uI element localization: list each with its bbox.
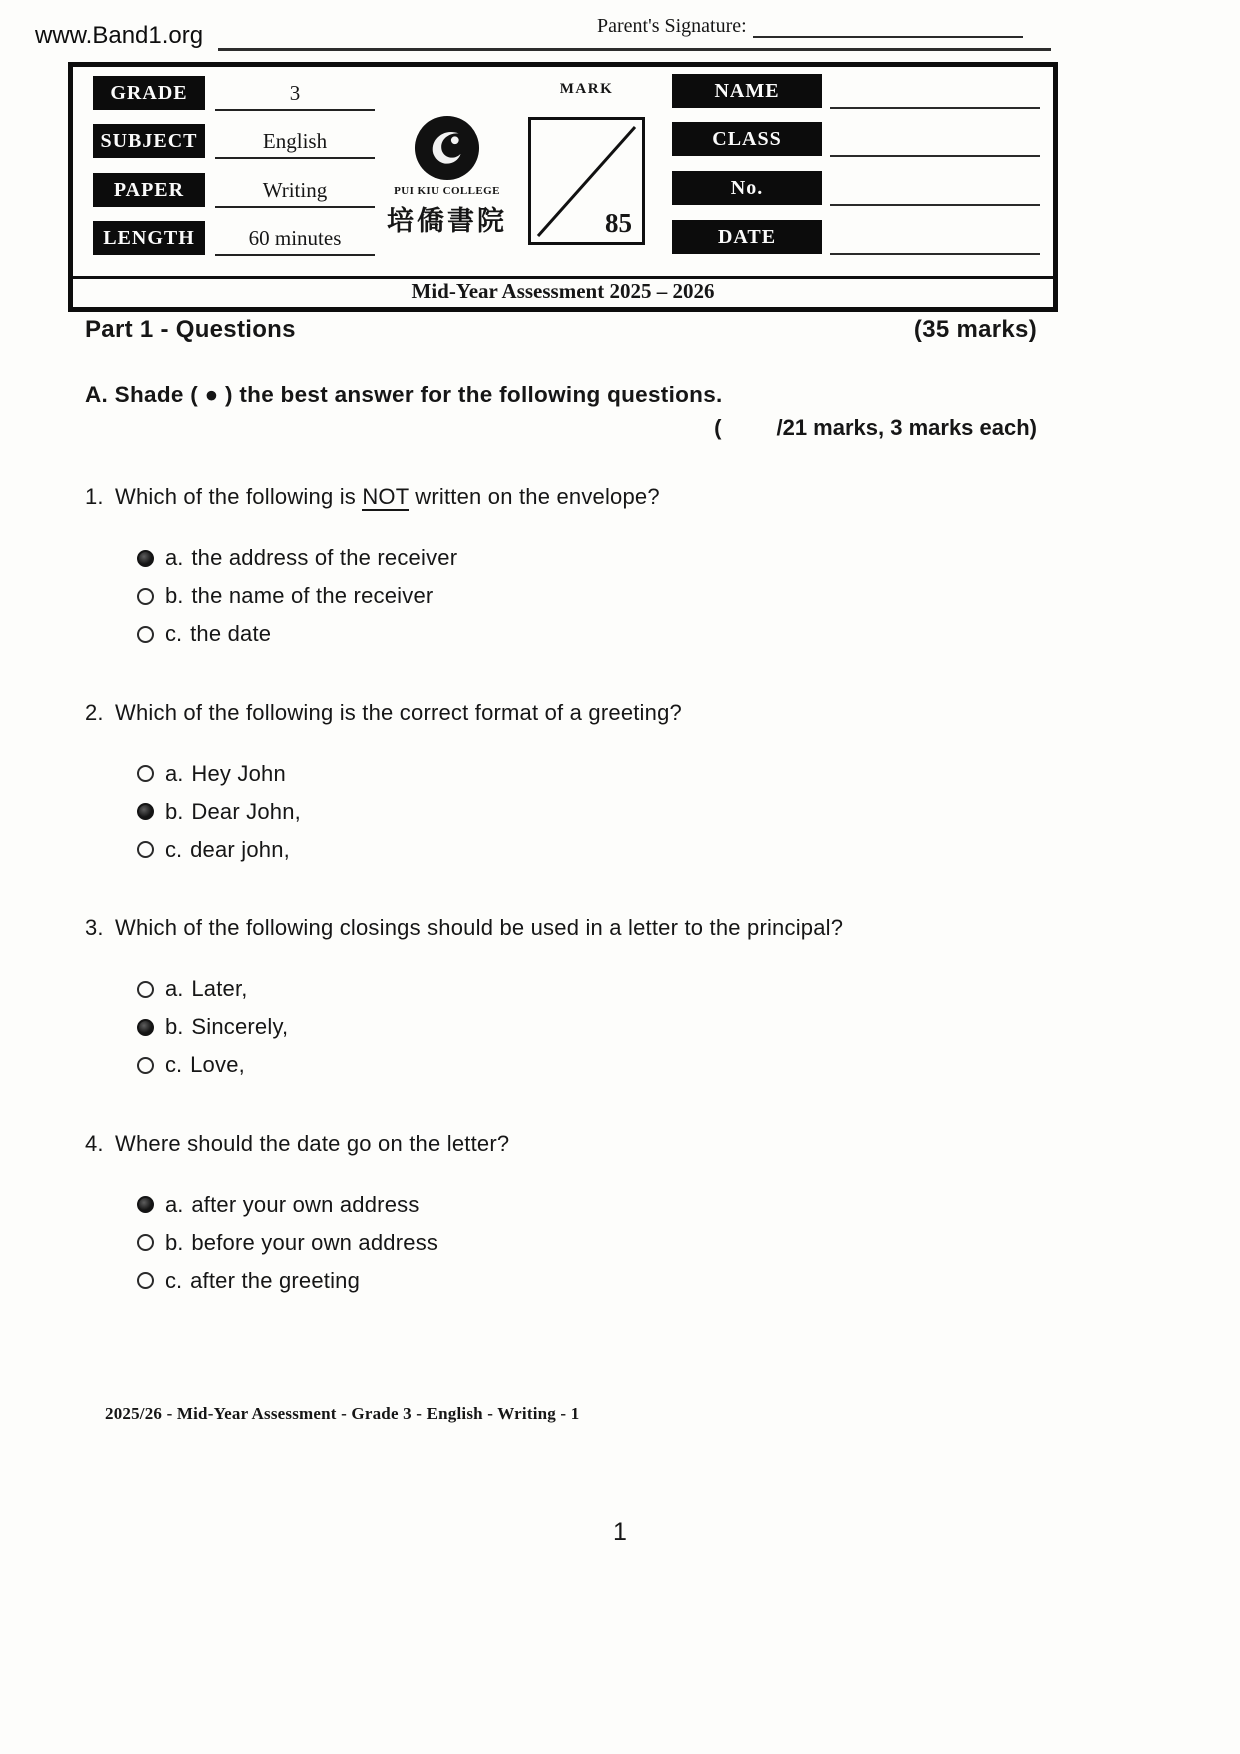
- option-b[interactable]: [137, 1015, 1035, 1040]
- number-fill-line[interactable]: [830, 180, 1040, 206]
- answer-bubble[interactable]: [137, 626, 154, 643]
- watermark-url: www.Band1.org: [35, 22, 204, 49]
- section-a-marks-line: [714, 415, 1037, 441]
- mark-label: MARK: [559, 81, 614, 97]
- option-letter: b.: [165, 798, 184, 824]
- answer-bubble[interactable]: [137, 981, 154, 998]
- date-row: [672, 219, 1040, 255]
- question-number: 4.: [85, 1130, 104, 1156]
- option-letter: a.: [165, 1191, 184, 1217]
- marks-blank-gap: [721, 415, 776, 441]
- option-b[interactable]: [137, 799, 1035, 824]
- name-row: [672, 73, 1040, 109]
- option-b[interactable]: [137, 584, 1035, 609]
- option-text: the name of the receiver: [191, 583, 434, 609]
- class-fill-line[interactable]: [830, 131, 1040, 157]
- name-fill-line[interactable]: [830, 83, 1040, 109]
- question-text: [85, 914, 1035, 943]
- length-row: [93, 220, 375, 256]
- option-text: after the greeting: [190, 1267, 361, 1293]
- class-label: CLASS: [672, 122, 822, 156]
- answer-bubble[interactable]: [137, 765, 154, 782]
- number-label: No.: [672, 171, 822, 205]
- section-a-instruction: A. Shade ( ● ) the best answer for the following questions.: [85, 382, 723, 407]
- option-text: the address of the receiver: [191, 545, 458, 571]
- option-letter: b.: [165, 583, 184, 609]
- question-body: Which of the following is the correct format of a greeting?: [115, 699, 682, 725]
- option-c[interactable]: [137, 837, 1035, 862]
- option-letter: b.: [165, 1014, 184, 1040]
- length-value: 60 minutes: [215, 226, 375, 256]
- option-a[interactable]: [137, 977, 1035, 1002]
- question-body: Which of the following is NOT written on the envelope?: [115, 484, 660, 509]
- mark-total: 85: [605, 208, 632, 238]
- option-letter: a.: [165, 760, 184, 786]
- option-c[interactable]: [137, 622, 1035, 647]
- answer-bubble[interactable]: [137, 588, 154, 605]
- option-b[interactable]: [137, 1230, 1035, 1255]
- paper-label: PAPER: [93, 173, 205, 207]
- class-row: [672, 121, 1040, 157]
- exam-header-box: [68, 62, 1058, 312]
- question-number: 1.: [85, 484, 104, 509]
- option-a[interactable]: [137, 546, 1035, 571]
- question-text: [85, 483, 1035, 512]
- option-letter: c.: [165, 836, 183, 862]
- answer-bubble[interactable]: [137, 1196, 154, 1213]
- option-text: dear john,: [190, 836, 290, 862]
- answer-bubble[interactable]: [137, 841, 154, 858]
- option-letter: c.: [165, 1267, 183, 1293]
- question-3: [85, 914, 1035, 1078]
- option-text: Sincerely,: [191, 1014, 289, 1040]
- date-label: DATE: [672, 220, 822, 254]
- option-a[interactable]: [137, 761, 1035, 786]
- school-logo-block: [382, 115, 512, 238]
- footer-note: 2025/26 - Mid-Year Assessment - Grade 3 - English - Writing - 1: [105, 1404, 580, 1423]
- top-divider-line: [218, 48, 1051, 51]
- grade-label: GRADE: [93, 76, 205, 110]
- question-4: [85, 1130, 1035, 1294]
- part1-title: Part 1 - Questions: [85, 316, 296, 343]
- marks-open-paren: (: [714, 415, 722, 440]
- option-text: Hey John: [191, 760, 286, 786]
- grade-value: 3: [215, 81, 375, 111]
- underlined-word: NOT: [362, 484, 409, 509]
- option-text: Dear John,: [191, 798, 301, 824]
- option-text: after your own address: [191, 1191, 420, 1217]
- number-row: [672, 170, 1040, 206]
- question-number: 2.: [85, 699, 104, 725]
- college-name-en: PUI KIU COLLEGE: [394, 185, 500, 197]
- parent-signature: [597, 14, 1023, 38]
- question-text: [85, 1130, 1035, 1159]
- options-group: [137, 977, 1035, 1078]
- answer-bubble[interactable]: [137, 1019, 154, 1036]
- options-group: [137, 546, 1035, 647]
- subject-label: SUBJECT: [93, 124, 205, 158]
- answer-bubble[interactable]: [137, 1272, 154, 1289]
- date-fill-line[interactable]: [830, 229, 1040, 255]
- option-text: Love,: [190, 1052, 245, 1078]
- option-c[interactable]: [137, 1268, 1035, 1293]
- answer-bubble[interactable]: [137, 1234, 154, 1251]
- paper-row: [93, 172, 375, 208]
- option-text: the date: [190, 621, 272, 647]
- subject-row: [93, 123, 375, 159]
- option-letter: b.: [165, 1229, 184, 1255]
- parent-signature-label: Parent's Signature:: [597, 15, 747, 37]
- option-letter: c.: [165, 1052, 183, 1078]
- part1-heading-row: [85, 316, 1037, 344]
- option-c[interactable]: [137, 1053, 1035, 1078]
- option-letter: c.: [165, 621, 183, 647]
- option-text: before your own address: [191, 1229, 439, 1255]
- marks-text: /21 marks, 3 marks each): [776, 415, 1037, 440]
- option-text: Later,: [191, 976, 248, 1002]
- options-group: [137, 1192, 1035, 1293]
- options-group: [137, 761, 1035, 862]
- college-name-zh: 培僑書院: [387, 206, 507, 236]
- answer-bubble[interactable]: [137, 803, 154, 820]
- option-a[interactable]: [137, 1192, 1035, 1217]
- question-list: [85, 483, 1035, 1345]
- mark-box: [528, 117, 645, 245]
- grade-row: [93, 75, 375, 111]
- option-letter: a.: [165, 976, 184, 1002]
- question-2: [85, 699, 1035, 863]
- question-number: 3.: [85, 915, 104, 941]
- parent-signature-line[interactable]: [753, 14, 1023, 38]
- paper-value: Writing: [215, 178, 375, 208]
- name-label: NAME: [672, 74, 822, 108]
- answer-bubble[interactable]: [137, 1057, 154, 1074]
- question-1: [85, 483, 1035, 647]
- school-logo-icon: [414, 115, 480, 181]
- assessment-title: Mid-Year Assessment 2025 – 2026: [411, 279, 715, 303]
- subject-value: English: [215, 129, 375, 159]
- question-body: Which of the following closings should be used in a letter to the principal?: [115, 915, 844, 941]
- answer-bubble[interactable]: [137, 550, 154, 567]
- length-label: LENGTH: [93, 221, 205, 255]
- page-number: 1: [613, 1518, 627, 1546]
- option-letter: a.: [165, 545, 184, 571]
- part1-marks: (35 marks): [913, 316, 1037, 343]
- question-text: [85, 699, 1035, 728]
- question-body: Where should the date go on the letter?: [115, 1130, 510, 1156]
